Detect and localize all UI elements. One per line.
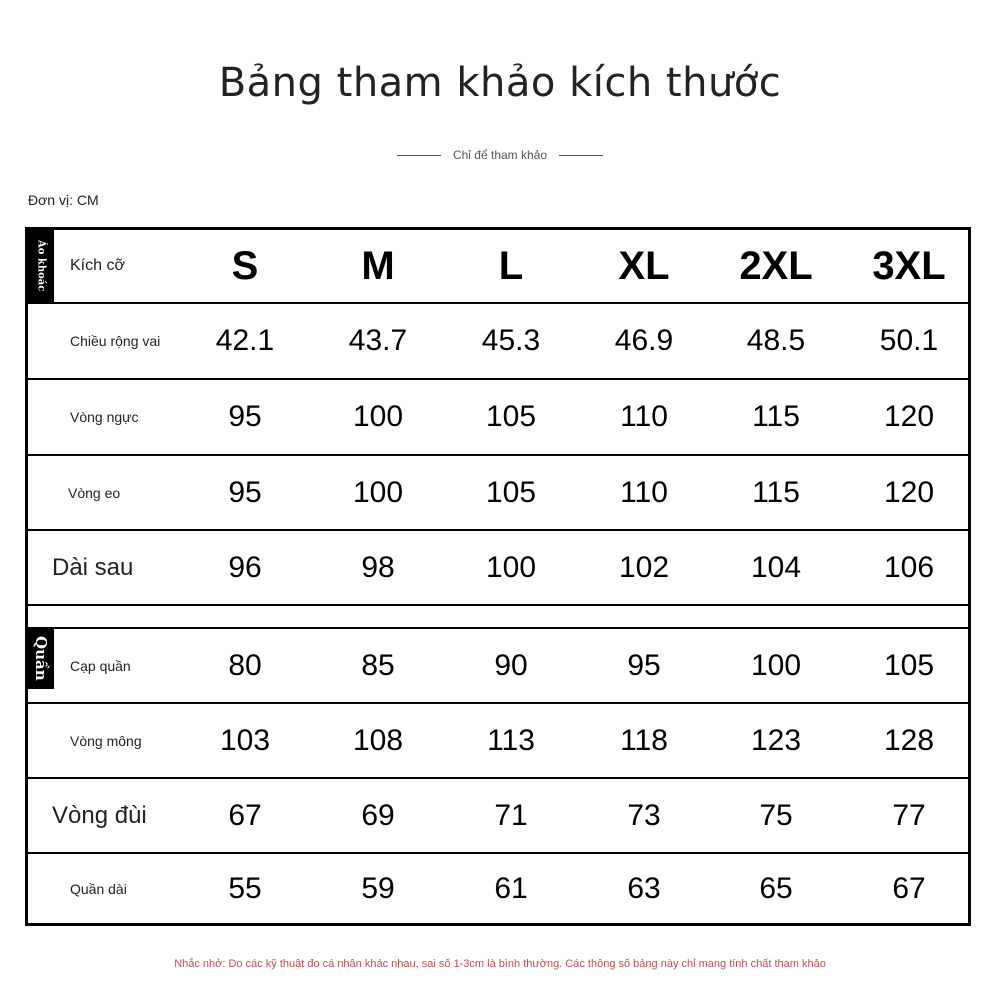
row-label: Vòng mông	[70, 732, 142, 749]
subtitle-text: Chỉ để tham khảo	[452, 148, 548, 162]
value-cell: 100	[750, 648, 802, 682]
value-cell: 95	[228, 400, 262, 433]
value-cell: 67	[892, 871, 926, 905]
unit-label: Đơn vị: CM	[28, 192, 99, 208]
value-cell: 45.3	[481, 324, 541, 357]
value-cell: 105	[485, 400, 537, 433]
table-row	[28, 629, 968, 702]
footnote: Nhắc nhở: Do các kỹ thuật đo cá nhân khác nhau, sai số 1-3cm là bình thường. Các thông số bảng này chỉ mang tính chất tham khảo	[174, 958, 826, 970]
value-cell: 43.7	[348, 324, 408, 357]
subtitle	[0, 148, 1000, 162]
value-cell: 100	[485, 550, 537, 584]
size-2xl: 2XL	[739, 243, 813, 288]
value-cell: 104	[750, 550, 802, 584]
row-label: Chiều rộng vai	[70, 333, 161, 349]
divider-left	[397, 155, 441, 156]
value-cell: 55	[228, 871, 262, 905]
value-cell: 61	[494, 871, 528, 905]
size-l: L	[498, 243, 524, 288]
value-cell: 123	[750, 723, 802, 757]
size-s: S	[231, 243, 259, 288]
value-cell: 77	[892, 798, 926, 832]
value-cell: 71	[494, 798, 528, 832]
row-label: Dài sau	[52, 553, 134, 581]
row-label: Vòng đùi	[52, 801, 147, 829]
value-cell: 46.9	[614, 324, 674, 357]
row-label: Quần dài	[70, 880, 127, 897]
value-cell: 48.5	[746, 324, 806, 357]
header-label: Kích cỡ	[70, 257, 125, 274]
table-row	[28, 704, 968, 777]
value-cell: 113	[487, 723, 535, 757]
size-xl: XL	[618, 243, 670, 288]
value-cell: 90	[494, 648, 528, 682]
value-cell: 50.1	[879, 324, 939, 357]
value-cell: 75	[759, 798, 793, 832]
value-cell: 73	[627, 798, 661, 832]
value-cell: 98	[361, 550, 395, 584]
value-cell: 95	[627, 648, 661, 682]
row-label: Vòng eo	[68, 484, 121, 501]
divider-right	[559, 155, 603, 156]
page-title: Bảng tham khảo kích thước	[218, 60, 782, 106]
value-cell: 85	[361, 648, 395, 682]
row-label: Vòng ngực	[70, 409, 139, 425]
table-row	[28, 304, 968, 378]
value-cell: 100	[352, 400, 404, 433]
value-cell: 106	[883, 550, 935, 584]
section-tag-pants: Quần	[28, 627, 54, 689]
table-row	[28, 779, 968, 852]
value-cell: 110	[620, 400, 668, 433]
value-cell: 63	[627, 871, 661, 905]
value-cell: 42.1	[215, 324, 275, 357]
value-cell: 69	[361, 798, 395, 832]
size-m: M	[361, 243, 395, 288]
row-divider	[28, 604, 968, 606]
table-row	[28, 456, 968, 529]
value-cell: 59	[361, 871, 395, 905]
header-row	[28, 230, 968, 302]
value-cell: 118	[620, 723, 668, 757]
value-cell: 102	[618, 550, 670, 584]
value-cell: 105	[485, 475, 537, 509]
value-cell: 103	[219, 723, 271, 757]
row-label: Cạp quần	[70, 657, 131, 674]
table-row	[28, 854, 968, 923]
table-row	[28, 531, 968, 604]
value-cell: 65	[759, 871, 793, 905]
value-cell: 115	[752, 400, 800, 433]
value-cell: 110	[620, 475, 668, 509]
value-cell: 120	[883, 475, 935, 509]
value-cell: 115	[752, 475, 800, 509]
value-cell: 80	[228, 648, 262, 682]
size-chart-table	[25, 227, 971, 926]
value-cell: 120	[883, 400, 935, 433]
value-cell: 128	[883, 723, 935, 757]
value-cell: 67	[228, 798, 262, 832]
value-cell: 95	[228, 475, 262, 509]
value-cell: 100	[352, 475, 404, 509]
value-cell: 108	[352, 723, 404, 757]
size-3xl: 3XL	[872, 243, 946, 288]
value-cell: 105	[883, 648, 935, 682]
value-cell: 96	[228, 550, 262, 584]
table-row	[28, 380, 968, 454]
section-tag-jacket: Áo khoác	[28, 230, 54, 302]
